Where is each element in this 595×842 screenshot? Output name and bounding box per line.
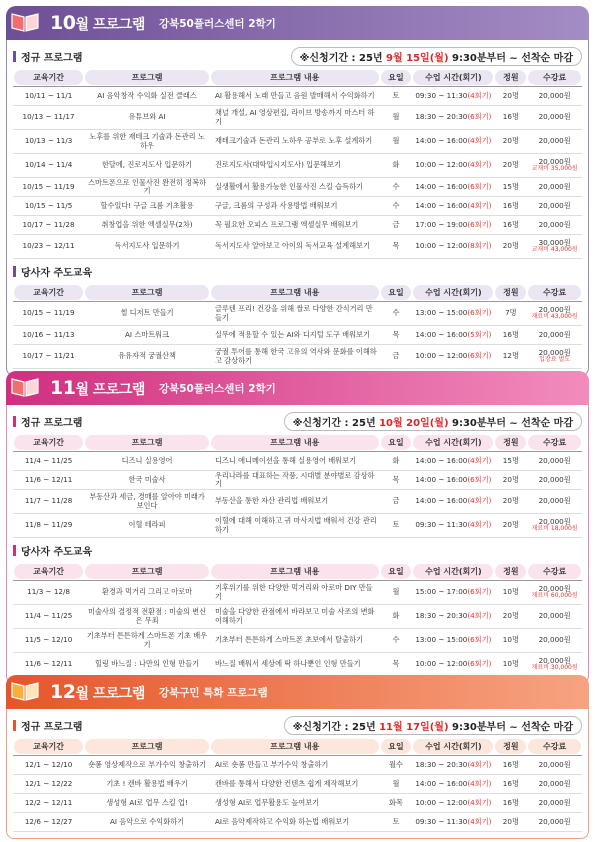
table-row xyxy=(13,216,582,235)
column-header: 정원 xyxy=(494,284,527,302)
capacity-cell: 12명 xyxy=(494,345,527,369)
time-cell: 14:00 ~ 16:00(6회기) xyxy=(412,471,494,490)
december-banner xyxy=(6,675,589,709)
table-row xyxy=(13,178,582,197)
program-content-cell: 미술을 다양한 관점에서 바라보고 미술 사조의 변화 이해하기 xyxy=(210,605,380,629)
program-name-cell: 생성형 AI로 업무 스킬 업! xyxy=(84,794,210,813)
day-cell: 화목 xyxy=(380,794,413,813)
program-name-cell: 한국 미술사 xyxy=(84,471,210,490)
period-cell: 12/1 ~ 12/22 xyxy=(13,775,84,794)
time-cell: 10:00 ~ 12:00(6회기) xyxy=(412,345,494,369)
table-row xyxy=(13,605,582,629)
day-cell: 화 xyxy=(380,605,413,629)
program-name-cell: 노후를 위한 재테크 기술과 돈관리 노하우 xyxy=(84,130,210,154)
column-header: 수업 시간(회기) xyxy=(412,284,494,302)
column-header: 프로그램 xyxy=(84,284,210,302)
capacity-cell: 20명 xyxy=(494,154,527,178)
fee-cell: 20,000원 xyxy=(527,326,582,345)
capacity-cell: 16명 xyxy=(494,756,527,775)
fee-cell: 20,000원 xyxy=(527,605,582,629)
column-header: 프로그램 xyxy=(84,434,210,452)
fee-cell: 20,000원 xyxy=(527,794,582,813)
fee-cell: 20,000원 xyxy=(527,775,582,794)
period-cell: 10/14 ~ 11/4 xyxy=(13,154,84,178)
program-content-cell: 진로지도사(대학입시지도사) 입문해보기 xyxy=(210,154,380,178)
column-header: 수업 시간(회기) xyxy=(412,434,494,452)
program-name-cell: AI 음악창작 수익화 실전 클래스 xyxy=(84,87,210,106)
program-content-cell: 캔바를 통해서 다양한 컨텐츠 쉽게 제작해보기 xyxy=(210,775,380,794)
program-name-cell: 유튜브와 AI xyxy=(84,106,210,130)
column-header: 교육기간 xyxy=(13,738,84,756)
fee-cell: 20,000원 xyxy=(527,813,582,832)
column-header: 수강료 xyxy=(527,738,582,756)
program-content-cell: 이혈에 대해 이해하고 귀 마사지법 배워서 건강 관리하기 xyxy=(210,514,380,538)
program-content-cell: 실생활에서 활용가능한 인물사진 스킬 습득하기 xyxy=(210,178,380,197)
column-header: 정원 xyxy=(494,738,527,756)
capacity-cell: 20명 xyxy=(494,514,527,538)
day-cell: 화 xyxy=(380,452,413,471)
capacity-cell: 16명 xyxy=(494,216,527,235)
fee-cell: 20,000원 재료비 43,000원 xyxy=(527,302,582,326)
column-header: 요일 xyxy=(380,738,413,756)
period-cell: 10/13 ~ 11/17 xyxy=(13,106,84,130)
column-header: 프로그램 내용 xyxy=(210,69,380,87)
column-header: 수강료 xyxy=(527,563,582,581)
regular-header xyxy=(13,715,582,735)
program-content-cell: AI 활용해서 노래 만들고 음원 발매해서 수익화하기 xyxy=(210,87,380,106)
program-content-cell: AI로 숏폼 만들고 부가수익 창출하기 xyxy=(210,756,380,775)
time-cell: 14:00 ~ 16:00(4회기) xyxy=(412,197,494,216)
center-name: 강북50플러스센터 2학기 xyxy=(158,17,276,30)
party-title: 당사자 주도교육 xyxy=(21,546,93,558)
column-header: 교육기간 xyxy=(13,434,84,452)
program-name-cell: 힐링 바느질 : 나만의 인형 만들기 xyxy=(84,653,210,677)
capacity-cell: 10명 xyxy=(494,653,527,677)
table-header-row xyxy=(13,284,582,302)
bar-marker xyxy=(13,720,16,731)
day-cell: 금 xyxy=(380,345,413,369)
table-row xyxy=(13,326,582,345)
regular-title: 정규 프로그램 xyxy=(21,721,83,733)
program-name-cell: 이혈 테라피 xyxy=(84,514,210,538)
fee-cell: 20,000원 재료비 30,000원 xyxy=(527,653,582,677)
capacity-cell: 20명 xyxy=(494,490,527,514)
application-period: ※신청기간 : 25년 11월 17일(월) 9:30분부터 ~ 선착순 마감 xyxy=(284,716,582,735)
program-content-cell: 재테크기술과 돈관리 노하우 공부로 노후 설계하기 xyxy=(210,130,380,154)
time-cell: 10:00 ~ 12:00(6회기) xyxy=(412,653,494,677)
period-cell: 10/11 ~ 11/1 xyxy=(13,87,84,106)
column-header: 교육기간 xyxy=(13,563,84,581)
program-name-cell: 디즈니 실용영어 xyxy=(84,452,210,471)
period-cell: 10/17 ~ 11/21 xyxy=(13,345,84,369)
october-section xyxy=(6,6,589,376)
time-cell: 14:00 ~ 16:00(4회기) xyxy=(412,130,494,154)
table-row xyxy=(13,514,582,538)
table-row xyxy=(13,154,582,178)
program-name-cell: 할수있다! 구글 크롬 기초활용 xyxy=(84,197,210,216)
time-cell: 13:00 ~ 15:00(6회기) xyxy=(412,302,494,326)
capacity-cell: 16명 xyxy=(494,106,527,130)
table-row xyxy=(13,106,582,130)
bar-marker xyxy=(13,51,16,62)
application-period: ※신청기간 : 25년 10월 20일(월) 9:30분부터 ~ 선착순 마감 xyxy=(284,412,582,431)
period-cell: 12/1 ~ 12/10 xyxy=(13,756,84,775)
table-row xyxy=(13,87,582,106)
table-row xyxy=(13,471,582,490)
table-header-row xyxy=(13,563,582,581)
program-name-cell: 한달에, 진로지도사 입문하기 xyxy=(84,154,210,178)
capacity-cell: 20명 xyxy=(494,87,527,106)
column-header: 프로그램 내용 xyxy=(210,284,380,302)
party-header xyxy=(13,261,582,281)
day-cell: 월 xyxy=(380,106,413,130)
period-cell: 11/6 ~ 12/11 xyxy=(13,471,84,490)
time-cell: 15:00 ~ 17:00(6회기) xyxy=(412,581,494,605)
fee-cell: 20,000원 xyxy=(527,490,582,514)
fee-cell: 20,000원 교재비 35,000원 xyxy=(527,154,582,178)
column-header: 교육기간 xyxy=(13,69,84,87)
capacity-cell: 15명 xyxy=(494,452,527,471)
period-cell: 11/4 ~ 11/25 xyxy=(13,452,84,471)
column-header: 프로그램 xyxy=(84,69,210,87)
capacity-cell: 7명 xyxy=(494,302,527,326)
period-cell: 11/3 ~ 12/8 xyxy=(13,581,84,605)
program-content-cell: 궁궐 투어를 통해 한국 고유의 역사와 문화를 이해하고 감상하기 xyxy=(210,345,380,369)
regular-header xyxy=(13,46,582,66)
bar-marker xyxy=(13,266,16,277)
day-cell: 토 xyxy=(380,514,413,538)
program-content-cell: AI로 음악제작하고 수익화 하는법 배워보기 xyxy=(210,813,380,832)
period-cell: 10/15 ~ 11/5 xyxy=(13,197,84,216)
column-header: 정원 xyxy=(494,69,527,87)
program-name-cell: 독서지도사 입문하기 xyxy=(84,235,210,259)
table-header-row xyxy=(13,738,582,756)
table-row xyxy=(13,197,582,216)
capacity-cell: 16명 xyxy=(494,794,527,813)
regular-header xyxy=(13,411,582,431)
month-title: 10월 프로그램 xyxy=(50,12,145,34)
time-cell: 10:00 ~ 12:00(8회기) xyxy=(412,235,494,259)
program-content-cell: 채널 개설, AI 영상편집, 라이브 방송까지 마스터 하기 xyxy=(210,106,380,130)
column-header: 프로그램 내용 xyxy=(210,738,380,756)
program-content-cell: 기초부터 튼튼하게 스마트폰 초보에서 탈출하기 xyxy=(210,629,380,653)
column-header: 수강료 xyxy=(527,69,582,87)
capacity-cell: 16명 xyxy=(494,775,527,794)
time-cell: 14:00 ~ 16:00(4회기) xyxy=(412,452,494,471)
column-header: 요일 xyxy=(380,69,413,87)
october-party-table xyxy=(13,284,582,369)
table-row xyxy=(13,629,582,653)
day-cell: 토 xyxy=(380,87,413,106)
period-cell: 10/15 ~ 11/19 xyxy=(13,178,84,197)
book-icon xyxy=(10,10,40,32)
time-cell: 10:00 ~ 12:00(4회기) xyxy=(412,794,494,813)
time-cell: 14:00 ~ 16:00(6회기) xyxy=(412,178,494,197)
october-banner xyxy=(6,6,589,40)
fee-cell: 20,000원 xyxy=(527,756,582,775)
program-content-cell: 꼭 필요한 오피스 프로그램 엑셀실무 배워보기 xyxy=(210,216,380,235)
fee-cell: 20,000원 재료비 18,000원 xyxy=(527,514,582,538)
day-cell: 수 xyxy=(380,197,413,216)
day-cell: 월수 xyxy=(380,756,413,775)
party-header xyxy=(13,540,582,560)
program-name-cell: 기초부터 튼튼하게 스마트폰 기초 배우기 xyxy=(84,629,210,653)
fee-cell: 20,000원 xyxy=(527,106,582,130)
period-cell: 11/7 ~ 11/28 xyxy=(13,490,84,514)
table-row xyxy=(13,653,582,677)
period-cell: 10/17 ~ 11/28 xyxy=(13,216,84,235)
bar-marker xyxy=(13,416,16,427)
program-name-cell: 기초 ! 캔바 활용법 배우기 xyxy=(84,775,210,794)
fee-cell: 20,000원 xyxy=(527,197,582,216)
bar-marker xyxy=(13,545,16,556)
program-content-cell: 글루텐 프리! 건강을 위해 쌀로 다양한 간식거리 만들기 xyxy=(210,302,380,326)
period-cell: 11/4 ~ 11/25 xyxy=(13,605,84,629)
capacity-cell: 10명 xyxy=(494,581,527,605)
capacity-cell: 20명 xyxy=(494,813,527,832)
program-name-cell: 숏폼 영상제작으로 부가수익 창출하기 xyxy=(84,756,210,775)
day-cell: 월 xyxy=(380,130,413,154)
day-cell: 목 xyxy=(380,471,413,490)
november-banner xyxy=(6,371,589,405)
table-header-row xyxy=(13,69,582,87)
table-row xyxy=(13,130,582,154)
december-body xyxy=(6,709,589,839)
program-name-cell: AI 스마트워크 xyxy=(84,326,210,345)
program-content-cell: 기후위기를 위한 다양한 먹거리와 아로마 DIY 만들기 xyxy=(210,581,380,605)
program-name-cell: 스마트폰으로 인물사진 완전히 정복하기 xyxy=(84,178,210,197)
time-cell: 10:00 ~ 12:00(4회기) xyxy=(412,154,494,178)
fee-cell: 20,000원 xyxy=(527,178,582,197)
november-body xyxy=(6,405,589,684)
column-header: 요일 xyxy=(380,563,413,581)
time-cell: 18:30 ~ 20:30(6회기) xyxy=(412,106,494,130)
time-cell: 18:30 ~ 20:30(4회기) xyxy=(412,605,494,629)
program-content-cell: 생성형 AI로 업무활용도 높여보기 xyxy=(210,794,380,813)
fee-cell: 20,000원 xyxy=(527,87,582,106)
period-cell: 12/6 ~ 12/27 xyxy=(13,813,84,832)
column-header: 정원 xyxy=(494,563,527,581)
fee-cell: 20,000원 xyxy=(527,629,582,653)
book-icon xyxy=(10,679,40,701)
period-cell: 10/23 ~ 12/11 xyxy=(13,235,84,259)
table-row xyxy=(13,775,582,794)
program-name-cell: 미술사의 결정적 전환점 : 미술의 변신은 무죄 xyxy=(84,605,210,629)
center-name: 강북구민 특화 프로그램 xyxy=(158,686,268,699)
column-header: 교육기간 xyxy=(13,284,84,302)
fee-cell: 20,000원 xyxy=(527,216,582,235)
day-cell: 수 xyxy=(380,302,413,326)
day-cell: 수 xyxy=(380,178,413,197)
party-title: 당사자 주도교육 xyxy=(21,267,93,279)
time-cell: 09:30 ~ 11:30(4회기) xyxy=(412,514,494,538)
program-name-cell: AI 음악으로 수익화하기 xyxy=(84,813,210,832)
fee-cell: 30,000원 교재비 43,000원 xyxy=(527,235,582,259)
column-header: 수강료 xyxy=(527,434,582,452)
table-row xyxy=(13,813,582,832)
time-cell: 14:00 ~ 16:00(5회기) xyxy=(412,326,494,345)
capacity-cell: 20명 xyxy=(494,130,527,154)
table-row xyxy=(13,235,582,259)
period-cell: 10/16 ~ 11/13 xyxy=(13,326,84,345)
program-name-cell: 환경과 먹거리 그리고 아로마 xyxy=(84,581,210,605)
month-title: 12월 프로그램 xyxy=(50,681,145,703)
time-cell: 14:00 ~ 16:00(4회기) xyxy=(412,490,494,514)
column-header: 수업 시간(회기) xyxy=(412,563,494,581)
column-header: 수강료 xyxy=(527,284,582,302)
day-cell: 월 xyxy=(380,775,413,794)
december-regular-table xyxy=(13,738,582,832)
program-name-cell: 취창업을 위한 엑셀실무(2차) xyxy=(84,216,210,235)
column-header: 프로그램 xyxy=(84,563,210,581)
table-row xyxy=(13,756,582,775)
fee-cell: 20,000원 xyxy=(527,471,582,490)
program-name-cell: 유유자적 궁궐산책 xyxy=(84,345,210,369)
november-party-table xyxy=(13,563,582,677)
time-cell: 17:00 ~ 19:00(6회기) xyxy=(412,216,494,235)
period-cell: 12/2 ~ 12/11 xyxy=(13,794,84,813)
program-name-cell: 썰 디저트 만들기 xyxy=(84,302,210,326)
table-row xyxy=(13,452,582,471)
fee-cell: 20,000원 xyxy=(527,130,582,154)
time-cell: 13:00 ~ 15:00(6회기) xyxy=(412,629,494,653)
column-header: 수업 시간(회기) xyxy=(412,738,494,756)
column-header: 프로그램 내용 xyxy=(210,434,380,452)
time-cell: 18:30 ~ 20:30(4회기) xyxy=(412,756,494,775)
time-cell: 09:30 ~ 11:30(4회기) xyxy=(412,87,494,106)
day-cell: 금 xyxy=(380,216,413,235)
capacity-cell: 16명 xyxy=(494,326,527,345)
table-row xyxy=(13,794,582,813)
regular-title: 정규 프로그램 xyxy=(21,417,83,429)
program-name-cell: 부동산과 세금, 경매를 알아야 미래가 보인다 xyxy=(84,490,210,514)
table-row xyxy=(13,490,582,514)
capacity-cell: 20명 xyxy=(494,605,527,629)
book-icon xyxy=(10,375,40,397)
capacity-cell: 20명 xyxy=(494,235,527,259)
table-row xyxy=(13,581,582,605)
october-regular-table xyxy=(13,69,582,259)
program-content-cell: 우리나라를 대표하는 작품, 시대별 분야별로 감상하기 xyxy=(210,471,380,490)
application-period: ※신청기간 : 25년 9월 15일(월) 9:30분부터 ~ 선착순 마감 xyxy=(291,47,582,66)
month-title: 11월 프로그램 xyxy=(50,377,145,399)
period-cell: 11/5 ~ 12/10 xyxy=(13,629,84,653)
november-section xyxy=(6,371,589,684)
column-header: 프로그램 내용 xyxy=(210,563,380,581)
november-regular-table xyxy=(13,434,582,538)
fee-cell: 20,000원 재료비 60,000원 xyxy=(527,581,582,605)
program-content-cell: 디즈니 애니메이션을 통해 실용영어 배워보기 xyxy=(210,452,380,471)
capacity-cell: 20명 xyxy=(494,471,527,490)
program-content-cell: 부동산을 통한 자산 관리법 배워보기 xyxy=(210,490,380,514)
table-row xyxy=(13,345,582,369)
day-cell: 화 xyxy=(380,154,413,178)
time-cell: 09:30 ~ 11:30(4회기) xyxy=(412,813,494,832)
program-content-cell: 독서지도사 알아보고 아이의 독서교육 설계해보기 xyxy=(210,235,380,259)
period-cell: 10/13 ~ 11/3 xyxy=(13,130,84,154)
table-row xyxy=(13,302,582,326)
center-name: 강북50플러스센터 2학기 xyxy=(158,382,276,395)
program-content-cell: 바느질 배워서 세상에 딱 하나뿐인 인형 만들기 xyxy=(210,653,380,677)
time-cell: 14:00 ~ 16:00(4회기) xyxy=(412,775,494,794)
column-header: 요일 xyxy=(380,284,413,302)
column-header: 정원 xyxy=(494,434,527,452)
period-cell: 11/8 ~ 11/29 xyxy=(13,514,84,538)
day-cell: 월 xyxy=(380,581,413,605)
day-cell: 목 xyxy=(380,326,413,345)
fee-cell: 20,000원 입장료 별도 xyxy=(527,345,582,369)
period-cell: 10/15 ~ 11/19 xyxy=(13,302,84,326)
day-cell: 목 xyxy=(380,235,413,259)
capacity-cell: 15명 xyxy=(494,178,527,197)
day-cell: 수 xyxy=(380,629,413,653)
program-content-cell: 실무에 적용할 수 있는 AI와 디지털 도구 배워보기 xyxy=(210,326,380,345)
december-section xyxy=(6,675,589,839)
regular-title: 정규 프로그램 xyxy=(21,52,83,64)
capacity-cell: 10명 xyxy=(494,629,527,653)
column-header: 요일 xyxy=(380,434,413,452)
october-body xyxy=(6,40,589,376)
column-header: 수업 시간(회기) xyxy=(412,69,494,87)
capacity-cell: 16명 xyxy=(494,197,527,216)
fee-cell: 20,000원 xyxy=(527,452,582,471)
period-cell: 11/6 ~ 12/11 xyxy=(13,653,84,677)
day-cell: 목 xyxy=(380,653,413,677)
program-content-cell: 구글, 크롬의 구성과 사용방법 배워보기 xyxy=(210,197,380,216)
day-cell: 금 xyxy=(380,490,413,514)
column-header: 프로그램 xyxy=(84,738,210,756)
table-header-row xyxy=(13,434,582,452)
day-cell: 토 xyxy=(380,813,413,832)
